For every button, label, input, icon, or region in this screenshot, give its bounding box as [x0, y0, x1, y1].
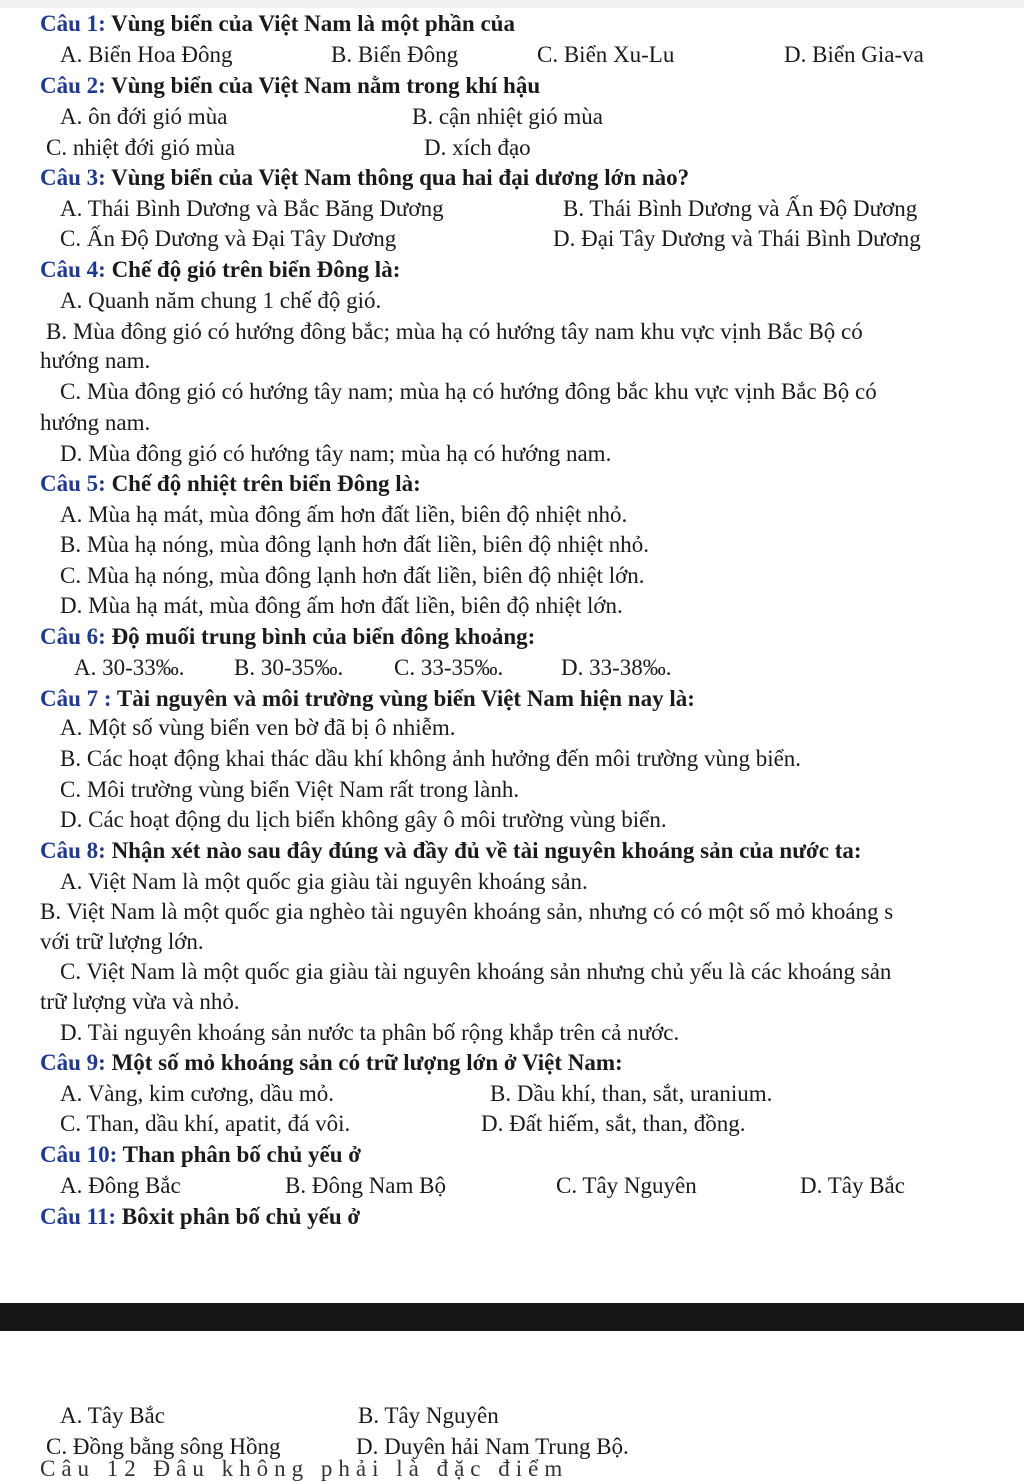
option-7c: C. Môi trường vùng biển Việt Nam rất trong lành.	[60, 777, 520, 802]
option-4c: C. Mùa đông gió có hướng tây nam; mùa hạ có hướng đông bắc khu vực vịnh Bắc Bộ có	[60, 379, 877, 404]
option-4a: A. Quanh năm chung 1 chế độ gió.	[60, 288, 382, 313]
option-1d: D. Biển Gia-va	[784, 42, 924, 67]
option-6d: D. 33-38‰.	[561, 655, 672, 680]
option-5a: A. Mùa hạ mát, mùa đông ấm hơn đất liền, biên độ nhiệt nhỏ.	[60, 502, 628, 527]
question-9: Câu 9: Một số mỏ khoáng sản có trữ lượng lớn ở Việt Nam:	[40, 1050, 623, 1075]
question-4: Câu 4: Chế độ gió trên biển Đông là:	[40, 257, 401, 282]
option-10a: A. Đông Bắc	[60, 1173, 181, 1198]
option-4b: B. Mùa đông gió có hướng đông bắc; mùa hạ có hướng tây nam khu vực vịnh Bắc Bộ có	[46, 319, 863, 344]
question-8: Câu 8: Nhận xét nào sau đây đúng và đầy đủ về tài nguyên khoáng sản của nước ta:	[40, 838, 862, 863]
cutoff-text: Câu 12 Đâu không phải là đặc điểm	[40, 1456, 569, 1481]
option-6a: A. 30-33‰.	[74, 655, 185, 680]
option-3c: C. Ấn Độ Dương và Đại Tây Dương	[60, 226, 397, 251]
option-7a: A. Một số vùng biển ven bờ đã bị ô nhiễm.	[60, 715, 456, 740]
option-9a: A. Vàng, kim cương, dầu mỏ.	[60, 1081, 334, 1106]
question-10: Câu 10: Than phân bố chủ yếu ở	[40, 1142, 362, 1167]
option-1a: A. Biển Hoa Đông	[60, 42, 233, 67]
option-3d: D. Đại Tây Dương và Thái Bình Dương	[553, 226, 921, 251]
option-6c: C. 33-35‰.	[394, 655, 504, 680]
option-2d: D. xích đạo	[424, 135, 531, 160]
cutoff-next-question	[0, 1456, 1024, 1481]
option-1b: B. Biển Đông	[331, 42, 459, 67]
option-3b: B. Thái Bình Dương và Ấn Độ Dương	[563, 196, 918, 221]
option-2c: C. nhiệt đới gió mùa	[46, 135, 236, 160]
option-8c-cont: trữ lượng vừa và nhỏ.	[40, 989, 240, 1014]
option-8c: C. Việt Nam là một quốc gia giàu tài nguyên khoáng sản nhưng chủ yếu là các khoáng sản	[60, 959, 892, 984]
option-8b: B. Việt Nam là một quốc gia nghèo tài nguyên khoáng sản, nhưng có có một số mỏ khoáng s	[40, 899, 894, 924]
option-11d: D. Duyên hải Nam Trung Bộ.	[356, 1434, 629, 1459]
option-2a: A. ôn đới gió mùa	[60, 104, 228, 129]
option-10c: C. Tây Nguyên	[556, 1173, 697, 1198]
top-edge	[0, 0, 1024, 8]
question-7: Câu 7 : Tài nguyên và môi trường vùng biển Việt Nam hiện nay là:	[40, 686, 695, 711]
option-11c: C. Đồng bằng sông Hồng	[46, 1434, 281, 1459]
option-9b: B. Dầu khí, than, sắt, uranium.	[490, 1081, 773, 1106]
option-11a: A. Tây Bắc	[60, 1403, 165, 1428]
option-5b: B. Mùa hạ nóng, mùa đông lạnh hơn đất liền, biên độ nhiệt nhỏ.	[60, 532, 649, 557]
option-6b: B. 30-35‰.	[234, 655, 344, 680]
question-11: Câu 11: Bôxit phân bố chủ yếu ở	[40, 1204, 361, 1229]
option-10d: D. Tây Bắc	[800, 1173, 905, 1198]
black-separator-bar	[0, 1303, 1024, 1331]
option-4b-cont: hướng nam.	[40, 348, 151, 373]
option-7b: B. Các hoạt động khai thác dầu khí không ảnh hưởng đến môi trường vùng biển.	[60, 746, 802, 771]
option-9c: C. Than, dầu khí, apatit, đá vôi.	[60, 1111, 351, 1136]
question-6: Câu 6: Độ muối trung bình của biển đông khoảng:	[40, 624, 536, 649]
option-5c: C. Mùa hạ nóng, mùa đông lạnh hơn đất liền, biên độ nhiệt lớn.	[60, 563, 645, 588]
option-11b: B. Tây Nguyên	[358, 1403, 499, 1428]
question-1: Câu 1: Vùng biển của Việt Nam là một phần của	[40, 11, 515, 36]
option-8d: D. Tài nguyên khoáng sản nước ta phân bố rộng khắp trên cả nước.	[60, 1020, 680, 1045]
option-3a: A. Thái Bình Dương và Bắc Băng Dương	[60, 196, 444, 221]
question-5: Câu 5: Chế độ nhiệt trên biển Đông là:	[40, 471, 421, 496]
option-4c-cont: hướng nam.	[40, 410, 151, 435]
option-8b-cont: với trữ lượng lớn.	[40, 929, 204, 954]
option-10b: B. Đông Nam Bộ	[285, 1173, 446, 1198]
option-1c: C. Biển Xu-Lu	[537, 42, 675, 67]
option-8a: A. Việt Nam là một quốc gia giàu tài nguyên khoáng sản.	[60, 869, 588, 894]
option-5d: D. Mùa hạ mát, mùa đông ấm hơn đất liền, biên độ nhiệt lớn.	[60, 593, 623, 618]
question-3: Câu 3: Vùng biển của Việt Nam thông qua hai đại dương lớn nào?	[40, 165, 690, 190]
option-7d: D. Các hoạt động du lịch biển không gây ô môi trường vùng biển.	[60, 807, 667, 832]
option-2b: B. cận nhiệt gió mùa	[412, 104, 603, 129]
question-2: Câu 2: Vùng biển của Việt Nam nằm trong khí hậu	[40, 73, 541, 98]
option-9d: D. Đất hiếm, sắt, than, đồng.	[481, 1111, 746, 1136]
option-4d: D. Mùa đông gió có hướng tây nam; mùa hạ có hướng nam.	[60, 441, 612, 466]
